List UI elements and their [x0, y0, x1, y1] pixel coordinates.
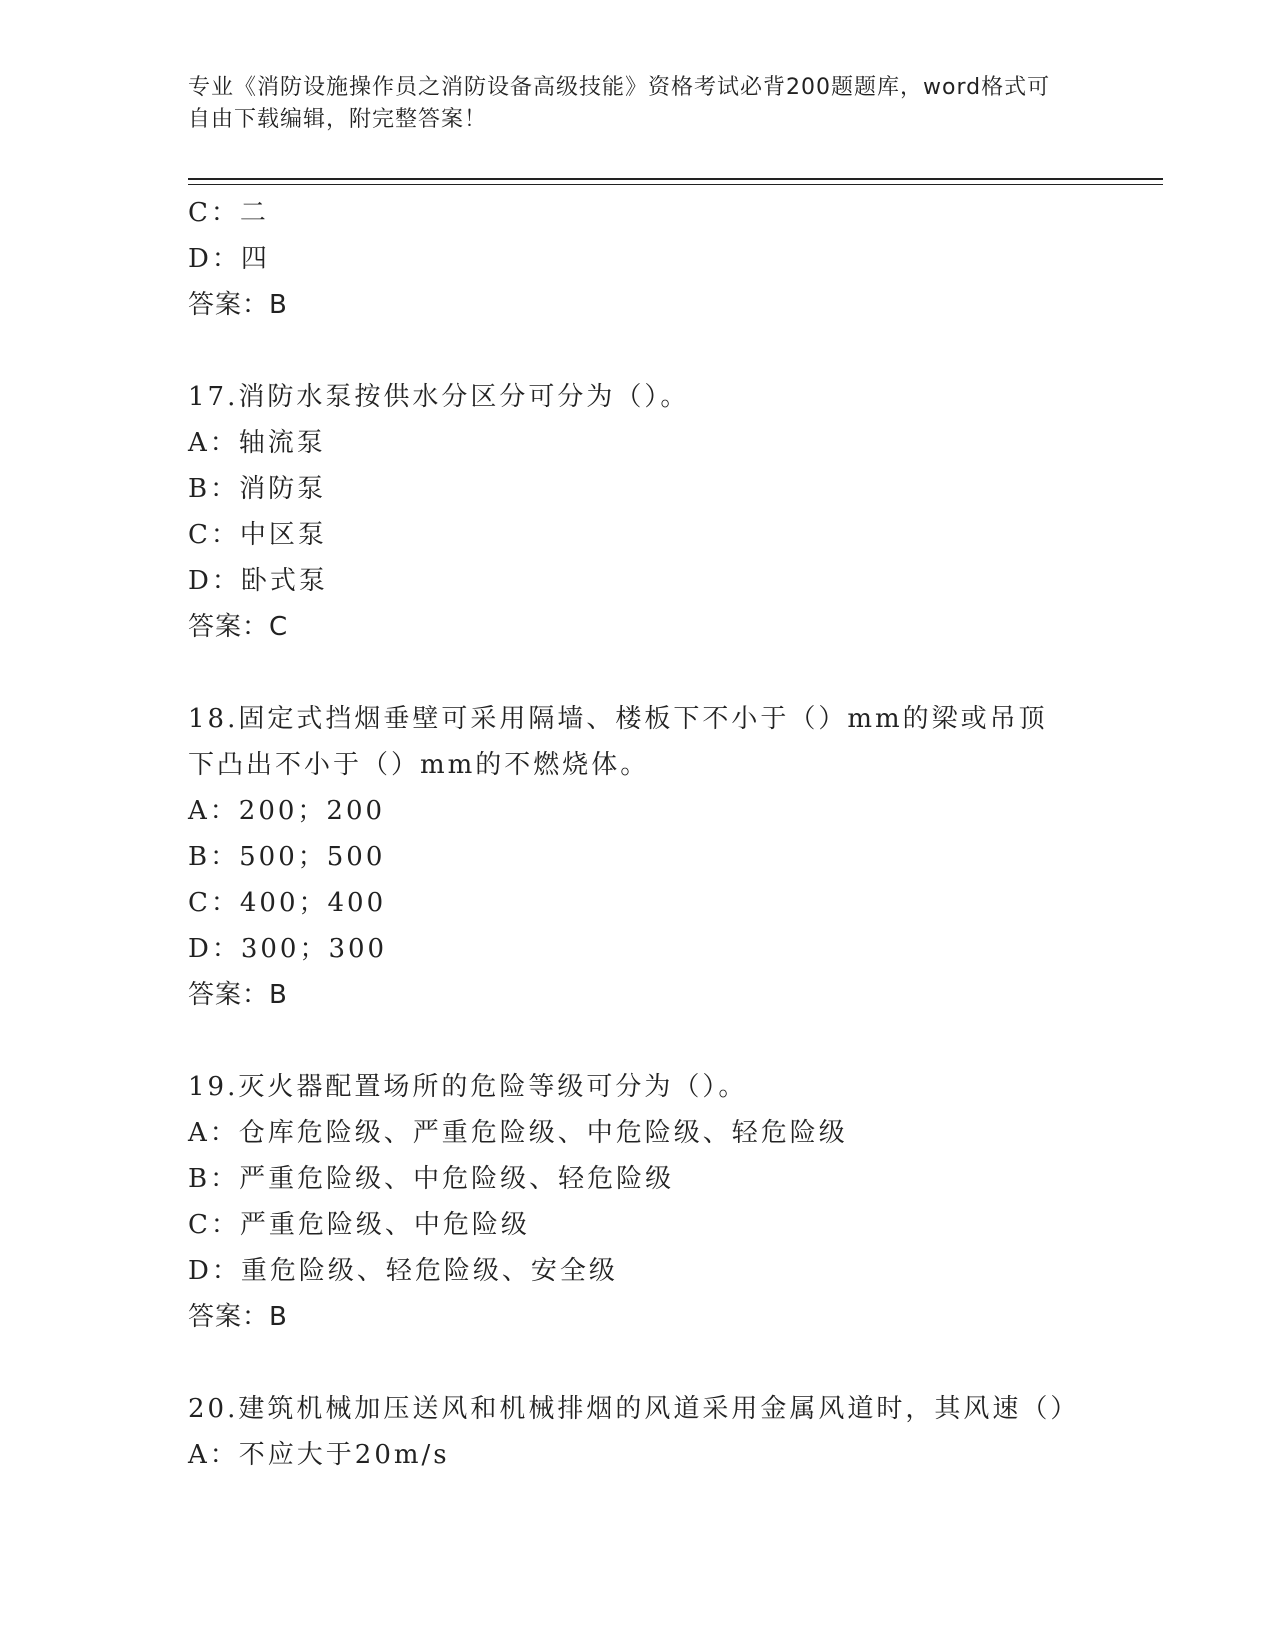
- option-d: D：卧式泵: [188, 566, 328, 596]
- option-b: B：严重危险级、中危险级、轻危险级: [188, 1164, 675, 1194]
- header-rule-thin: [188, 184, 1163, 185]
- option-a: A：轴流泵: [188, 428, 326, 458]
- option-d: D：重危险级、轻危险级、安全级: [188, 1256, 618, 1286]
- option-d: D：300；300: [188, 934, 388, 964]
- question-19: [188, 1064, 1088, 1340]
- option-c: C：400；400: [188, 888, 387, 918]
- option-a: A：不应大于20m/s: [188, 1440, 450, 1470]
- answer: 答案：B: [188, 290, 288, 320]
- document-header: 专业《消防设施操作员之消防设备高级技能》资格考试必背200题题库，word格式可自由下载编辑，附完整答案！: [188, 75, 1051, 132]
- answer: 答案：B: [188, 1302, 288, 1332]
- question-18: [188, 696, 1088, 1018]
- option-b: B：消防泵: [188, 474, 327, 504]
- question-17: [188, 374, 1088, 650]
- question-stem: 17.消防水泵按供水分区分可分为（）。: [188, 382, 690, 412]
- question-stem: 18.固定式挡烟垂壁可采用隔墙、楼板下不小于（）mm的梁或吊顶下凸出不小于（）mm的不燃烧体。: [188, 704, 1048, 780]
- header-rule-thick: [188, 178, 1163, 180]
- question-20: [188, 1386, 1088, 1478]
- question-16-continued: [188, 190, 1088, 328]
- question-stem: 19.灭火器配置场所的危险等级可分为（）。: [188, 1072, 748, 1102]
- option-a: A：200；200: [188, 796, 386, 826]
- option-c: C：中区泵: [188, 520, 327, 550]
- answer: 答案：C: [188, 612, 289, 642]
- question-stem: 20.建筑机械加压送风和机械排烟的风道采用金属风道时，其风速（）: [188, 1394, 1080, 1424]
- option-d: D：四: [188, 244, 270, 274]
- answer: 答案：B: [188, 980, 288, 1010]
- question-list: [188, 190, 1088, 1478]
- option-c: C：二: [188, 198, 269, 228]
- option-c: C：严重危险级、中危险级: [188, 1210, 530, 1240]
- option-a: A：仓库危险级、严重危险级、中危险级、轻危险级: [188, 1118, 848, 1148]
- option-b: B：500；500: [188, 842, 386, 872]
